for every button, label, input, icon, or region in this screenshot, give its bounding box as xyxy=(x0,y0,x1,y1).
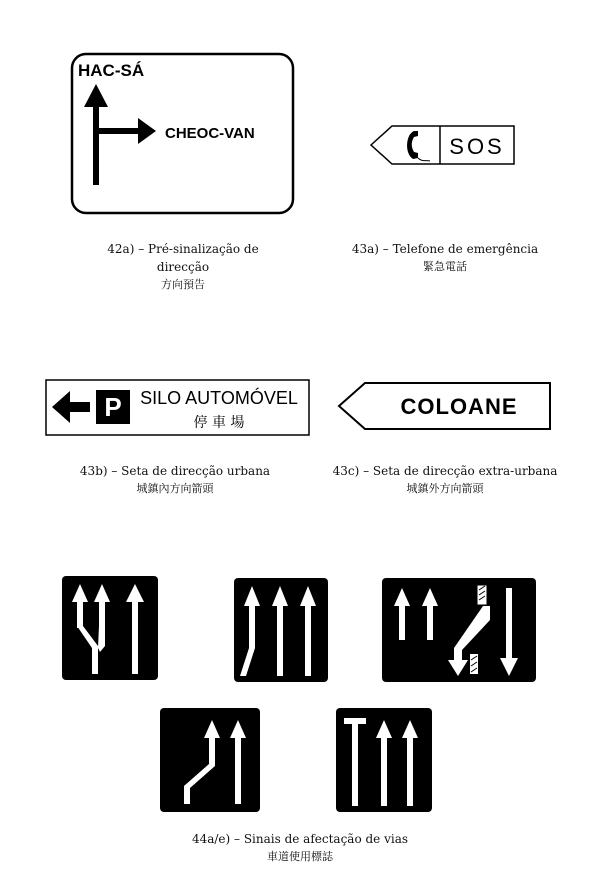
sign-44a-graphic xyxy=(62,576,158,680)
caption-43c xyxy=(325,462,565,498)
sign-43b-text-cn: 停 車 場 xyxy=(193,415,245,431)
sign-43b-graphic xyxy=(44,378,312,438)
sign-42a-dest-top: HAC-SÁ xyxy=(78,61,145,80)
caption-42a-pt-2: direcção xyxy=(156,260,210,274)
sign-43c-graphic xyxy=(336,380,554,432)
sign-43c-text: COLOANE xyxy=(400,394,518,419)
sign-44c-lane-crossover xyxy=(382,578,536,682)
caption-43c-pt: 43c) – Seta de direcção extra-urbana xyxy=(332,464,558,478)
caption-42a-cn: 方向預告 xyxy=(161,278,205,291)
sign-42a-direction-presignal xyxy=(70,52,296,216)
sign-42a-dest-right: CHEOC-VAN xyxy=(165,125,255,142)
caption-43b-pt: 43b) – Seta de direcção urbana xyxy=(79,464,271,478)
sign-43a-text: SOS xyxy=(449,134,505,159)
parking-letter: P xyxy=(104,392,122,422)
sign-44d-lane-ending xyxy=(160,708,260,812)
caption-44-pt: 44a/e) – Sinais de afectação de vias xyxy=(191,832,409,846)
caption-42a-pt-1: 42a) – Pré-sinalização de xyxy=(107,242,259,256)
caption-43b xyxy=(40,462,310,498)
sign-43b-text-pt: SILO AUTOMÓVEL xyxy=(140,388,298,408)
caption-43a xyxy=(325,240,565,276)
caption-43b-cn: 城鎮內方向箭頭 xyxy=(136,482,214,495)
sign-42a-graphic xyxy=(70,52,296,216)
caption-44-cn: 車道使用標誌 xyxy=(267,850,333,863)
caption-43a-cn: 緊急電話 xyxy=(423,260,467,273)
sign-44a-lane-split xyxy=(62,576,158,680)
sign-44b-lane-three xyxy=(234,578,328,682)
sign-44e-graphic xyxy=(336,708,432,812)
sign-43a-emergency-phone xyxy=(368,122,518,168)
caption-44 xyxy=(160,830,440,866)
sign-44e-lane-closed xyxy=(336,708,432,812)
caption-42a xyxy=(70,240,296,294)
sign-43b-urban-direction xyxy=(44,378,312,438)
caption-43c-cn: 城鎮外方向箭頭 xyxy=(406,482,484,495)
sign-44d-graphic xyxy=(160,708,260,812)
caption-43a-pt: 43a) – Telefone de emergência xyxy=(351,242,539,256)
sign-43c-extra-urban-direction xyxy=(336,380,554,432)
sign-43a-graphic xyxy=(368,122,518,168)
sign-44b-graphic xyxy=(234,578,328,682)
sign-44c-graphic xyxy=(382,578,536,682)
